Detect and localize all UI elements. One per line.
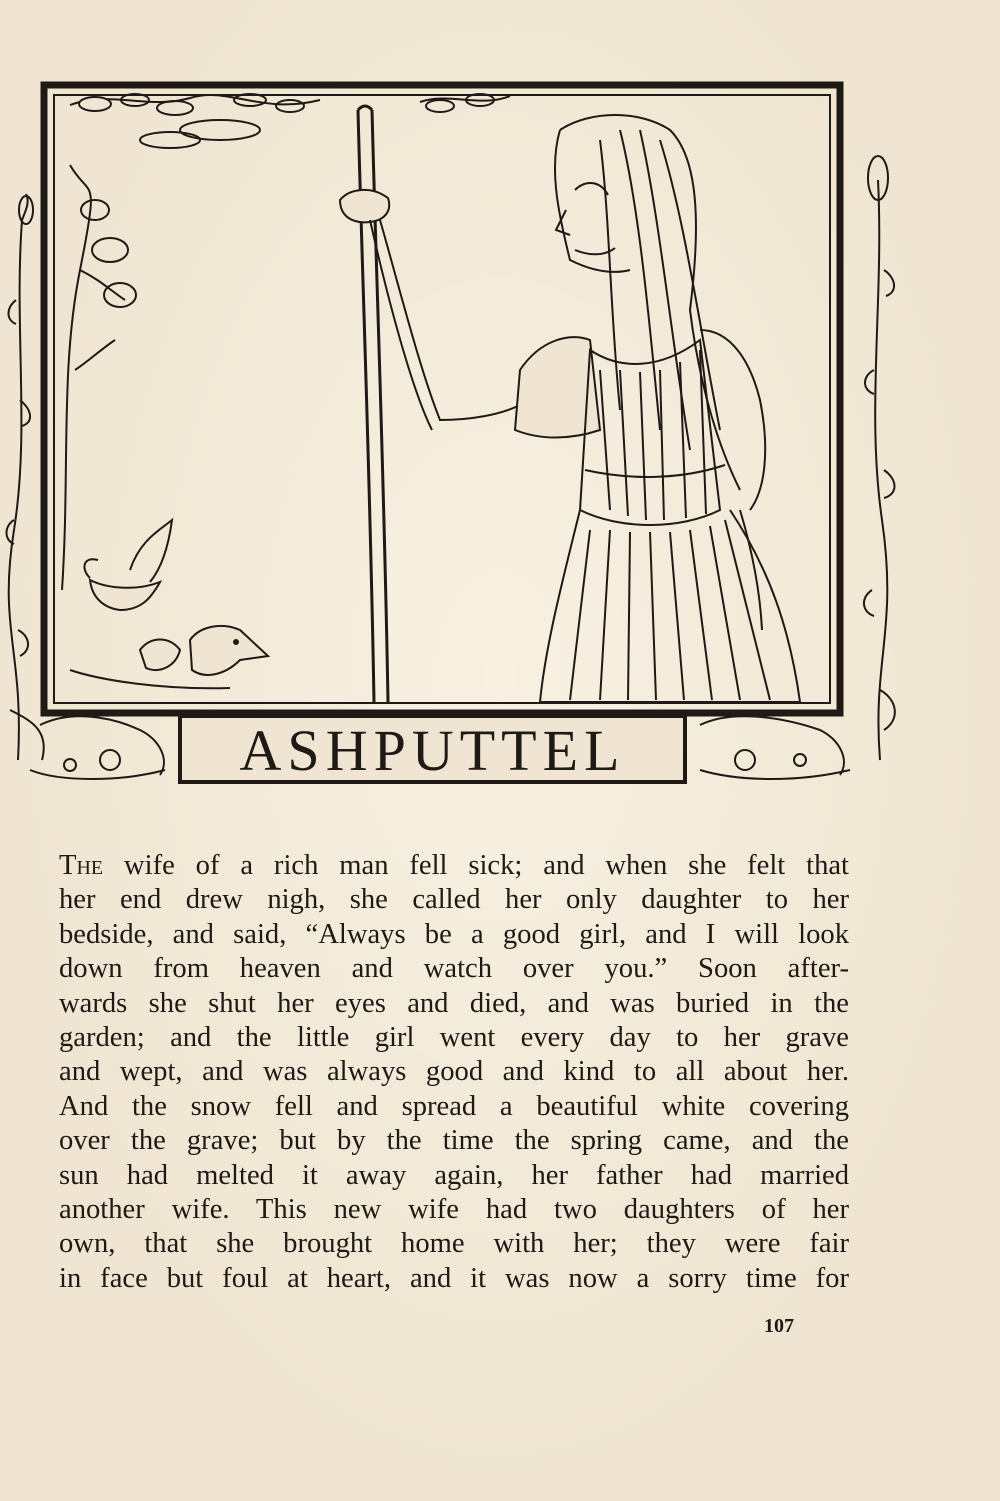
page-number: 107 [764,1315,794,1337]
story-title: ASHPUTTEL [239,718,626,783]
left-vine-border [7,194,44,760]
text-line: sun had melted it away again, her father had married [59,1159,849,1191]
story-text [59,849,849,1296]
text-line: wards she shut her eyes and died, and was buried in the [59,987,849,1019]
corner-ornament-right [700,716,850,779]
text-line: another wife. This new wife had two daughters of her [59,1193,849,1225]
ashputtel-illustration [0,70,1000,810]
girl-figure [340,115,800,702]
title-plate [178,714,687,784]
corner-ornament-left [30,716,165,779]
text-line: And the snow fell and spread a beautiful white covering [59,1090,849,1122]
illustration-frame [44,85,840,713]
right-vine-border [864,156,895,760]
text-line: and wept, and was always good and kind to all about her. [59,1056,849,1088]
leaf-garland [70,94,510,148]
text-line: down from heaven and watch over you.” Soon after- [59,953,849,985]
text-line: garden; and the little girl went every day to her grave [59,1021,849,1053]
birds [70,520,268,688]
text-line: bedside, and said, “Always be a good girl, and I will look [59,918,849,950]
lead-word: The [59,850,104,881]
text-line: over the grave; but by the time the spring came, and the [59,1125,849,1157]
climbing-plant [62,165,136,590]
text-line: own, that she brought home with her; they were fair [59,1228,849,1260]
text-line: The wife of a rich man fell sick; and when she felt that [59,850,849,881]
text-line: in face but foul at heart, and it was now a sorry time for [59,1262,849,1294]
text-line: her end drew nigh, she called her only daughter to her [59,884,849,916]
